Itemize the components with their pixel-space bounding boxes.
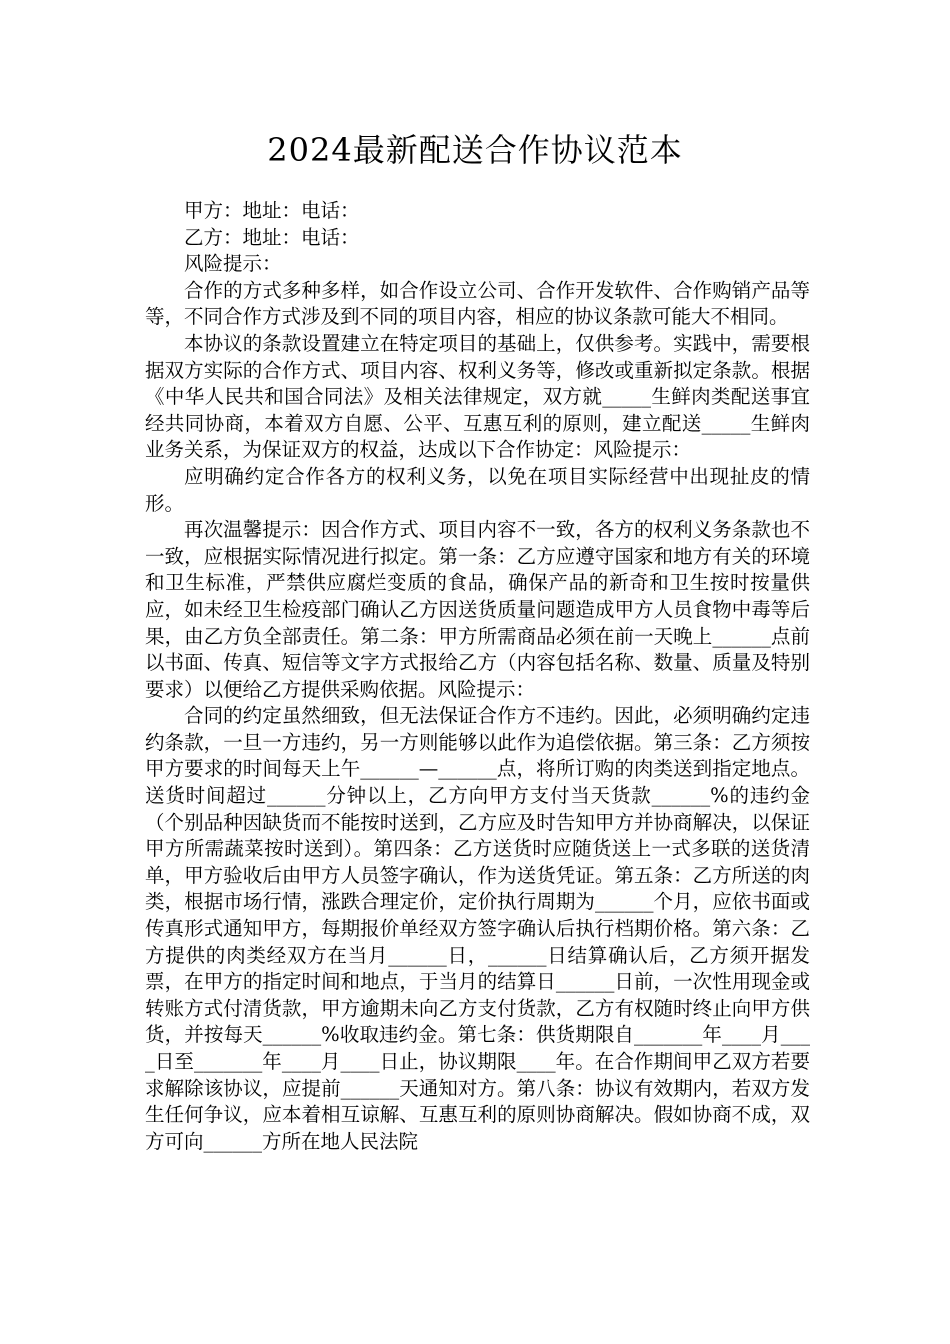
paragraph-agreement-basis: 本协议的条款设置建立在特定项目的基础上，仅供参考。实践中，需要根据双方实际的合作方式、项目内容、权利义务等，修改或重新拟定条款。根据《中华人民共和国合同法》及相关法律规定，双方就_____生鲜肉类配送事宜经共同协商，本着双方自愿、公平、互惠互利的原则，建立配送_____生鲜肉业务关系，为保证双方的权益，达成以下合作协定：风险提示： — [145, 331, 810, 462]
paragraph-articles-1-2: 再次温馨提示：因合作方式、项目内容不一致，各方的权利义务条款也不一致，应根据实际情况进行拟定。第一条：乙方应遵守国家和地方有关的环境和卫生标准，严禁供应腐烂变质的食品，确保产品的新奇和卫生按时按量供应，如未经卫生检疫部门确认乙方因送货质量问题造成甲方人员食物中毒等后果，由乙方负全部责任。第二条：甲方所需商品必须在前一天晚上______点前以书面、传真、短信等文字方式报给乙方（内容包括名称、数量、质量及特别要求）以便给乙方提供采购依据。风险提示： — [145, 518, 810, 701]
document-title: 2024最新配送合作协议范本 — [267, 131, 683, 169]
party-a-line: 甲方：地址：电话： — [184, 199, 360, 222]
party-b-line: 乙方：地址：电话： — [184, 225, 360, 249]
paragraph-cooperation-forms: 合作的方式多种多样，如合作设立公司、合作开发软件、合作购销产品等等，不同合作方式涉及到不同的项目内容，相应的协议条款可能大不相同。 — [145, 278, 810, 329]
document-body — [145, 198, 810, 1155]
paragraph-rights-obligations: 应明确约定合作各方的权利义务，以免在项目实际经营中出现扯皮的情形。 — [145, 464, 810, 515]
paragraph-articles-3-8: 合同的约定虽然细致，但无法保证合作方不违约。因此，必须明确约定违约条款，一旦一方违约，另一方则能够以此作为追偿依据。第三条：乙方须按甲方要求的时间每天上午______—______点，将所订购的肉类送到指定地点。送货时间超过______分钟以上，乙方向甲方支付当天货款______%的违约金（个别品种因缺货而不能按时送到，乙方应及时告知甲方并协商解决，以保证甲方所需蔬菜按时送到）。第四条：乙方送货时应随货送上一式多联的送货清单，甲方验收后由甲方人员签字确认，作为送货凭证。第五条：乙方所送的肉类，根据市场行情，涨跌合理定价，定价执行周期为______个月，应依书面或传真形式通知甲方，每期报价单经双方签字确认后执行档期价格。第六条：乙方提供的肉类经双方在当月______日，______日结算确认后，乙方须开据发票，在甲方的指定时间和地点，于当月的结算日______日前，一次性用现金或转账方式付清货款，甲方逾期未向乙方支付货款，乙方有权随时终止向甲方供货，并按每天______%收取违约金。第七条：供货期限自_______年____月____日至_______年____月____日止，协议期限____年。在合作期间甲乙双方若要求解除该协议，应提前______天通知对方。第八条：协议有效期内，若双方发生任何争议，应本着相互谅解、互惠互利的原则协商解决。假如协商不成，双方可向______方所在地人民法院 — [145, 704, 810, 1153]
risk-notice-heading: 风险提示： — [184, 252, 282, 276]
